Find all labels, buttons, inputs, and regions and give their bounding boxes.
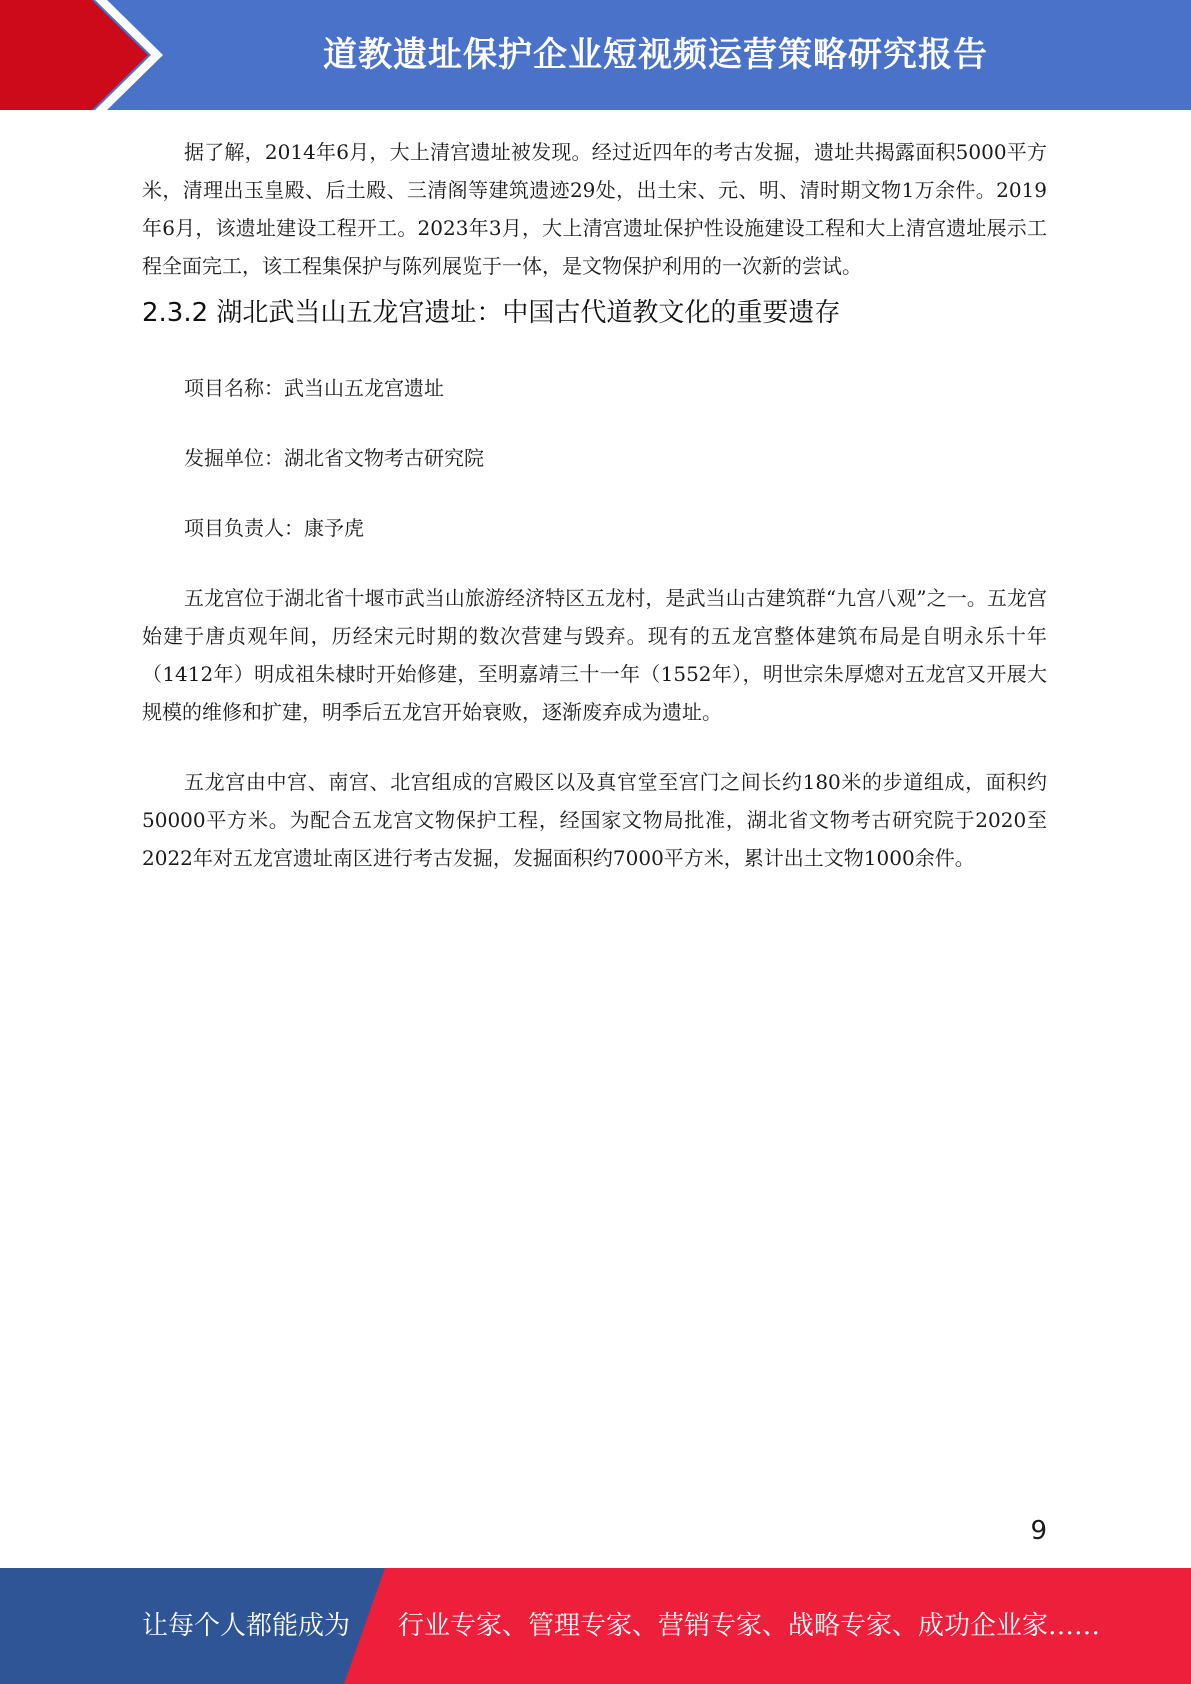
footer-slogan-left: 让每个人都能成为 [142,1611,351,1641]
section-heading: 2.3.2 湖北武当山五龙宫遗址：中国古代道教文化的重要遗存 [142,298,841,328]
header-red-arrow [0,0,148,110]
excavation-paragraph: 五龙宫由中宫、南宫、北宫组成的宫殿区以及真官堂至宫门之间长约180米的步道组成，面积约50000平方米。为配合五龙宫文物保护工程，经国家文物局批准，湖北省文物考古研究院于2020至2022年对五龙宫遗址南区进行考古发掘，发掘面积约7000平方米，累计出土文物1000余件。 [142,770,1047,870]
intro-paragraph: 据了解，2014年6月，大上清宫遗址被发现。经过近四年的考古发掘，遗址共揭露面积5000平方米，清理出玉皇殿、后土殿、三清阁等建筑遗迹29处，出土宋、元、明、清时期文物1万余件。2019年6月，该遗址建设工程开工。2023年3月，大上清宫遗址保护性设施建设工程和大上清宫遗址展示工程全面完工，该工程集保护与陈列展览于一体，是文物保护利用的一次新的尝试。 [142,140,1047,278]
page-header [0,0,1191,110]
project-name: 项目名称：武当山五龙宫遗址 [184,376,444,400]
project-leader: 项目负责人：康予虎 [184,516,364,540]
report-title: 道教遗址保护企业短视频运营策略研究报告 [323,35,988,75]
history-paragraph: 五龙宫位于湖北省十堰市武当山旅游经济特区五龙村，是武当山古建筑群“九宫八观”之一。五龙宫始建于唐贞观年间，历经宋元时期的数次营建与毁弃。现有的五龙宫整体建筑布局是自明永乐十年（1412年）明成祖朱棣时开始修建，至明嘉靖三十一年（1552年），明世宗朱厚熜对五龙宫又开展大规模的维修和扩建，明季后五龙宫开始衰败，逐渐废弃成为遗址。 [142,586,1047,724]
excavation-unit: 发掘单位：湖北省文物考古研究院 [184,446,484,470]
page-content [142,133,1047,877]
page-footer [0,1568,1191,1684]
footer-slogan-right: 行业专家、管理专家、营销专家、战略专家、成功企业家…… [398,1611,1101,1641]
page-number: 9 [1030,1516,1047,1546]
